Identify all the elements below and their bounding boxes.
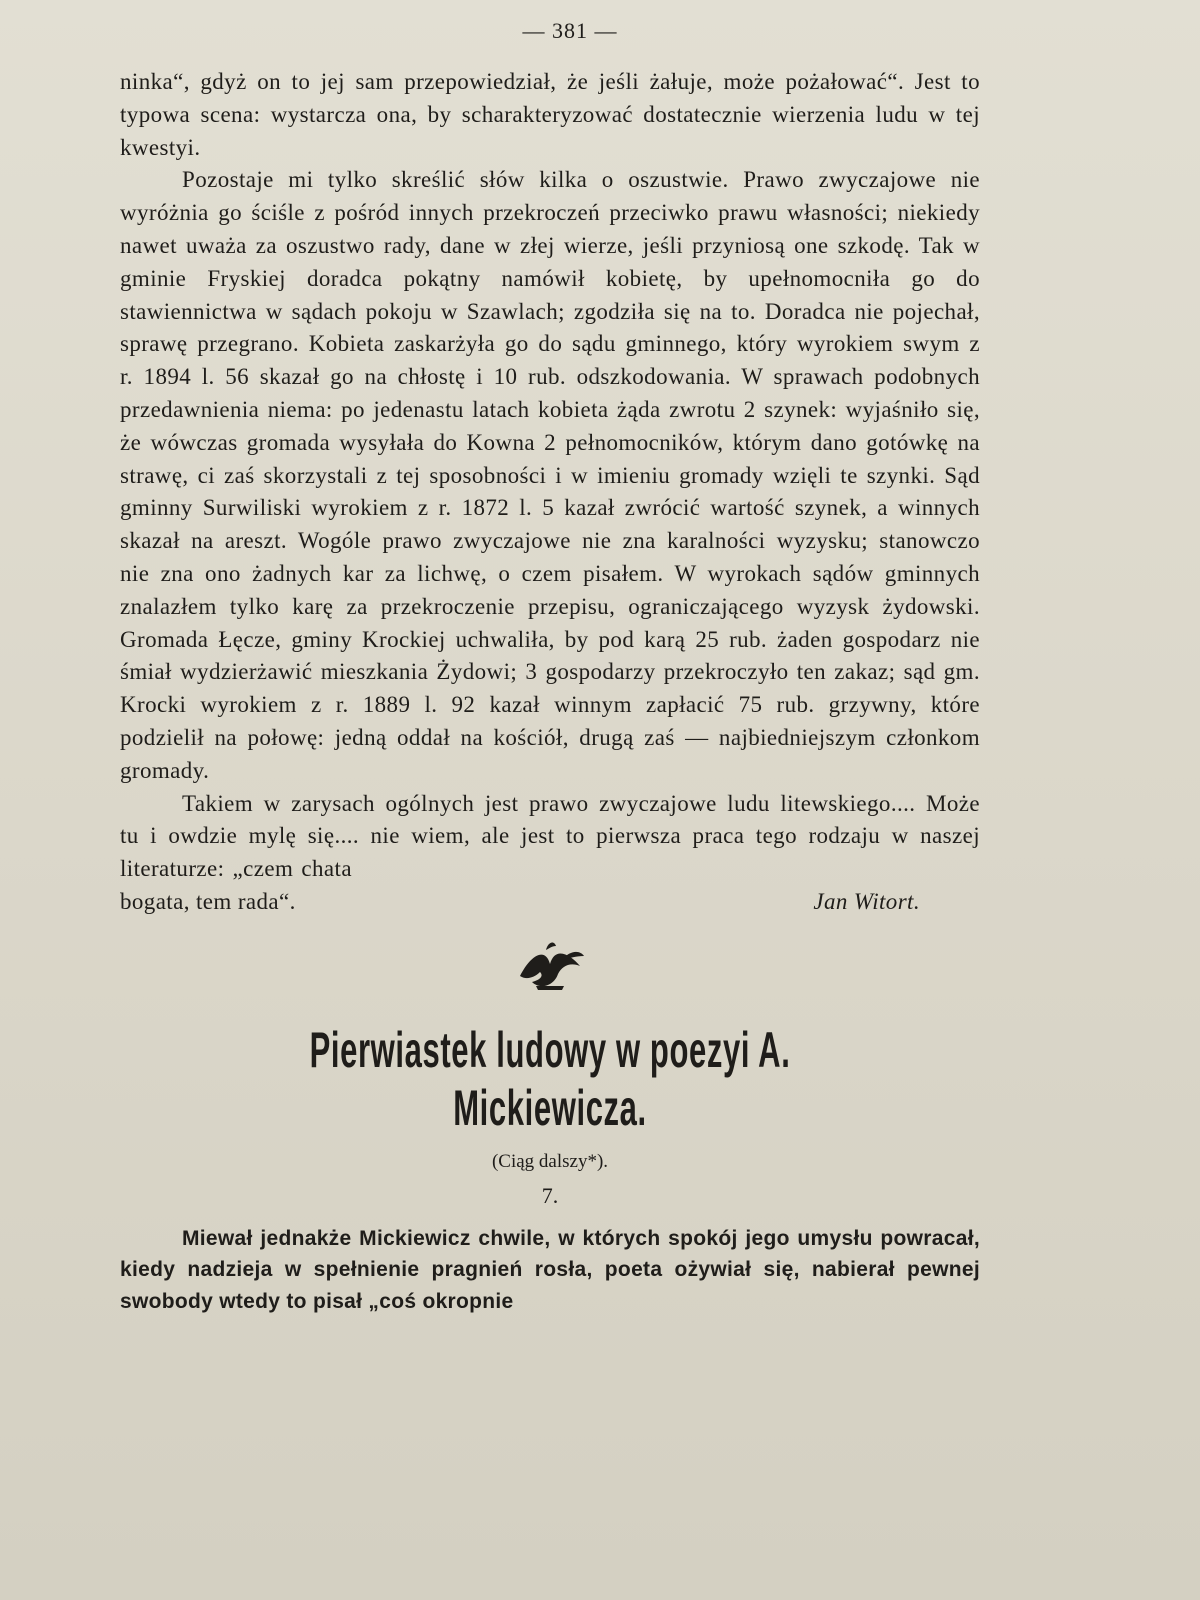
chapter-number: 7.	[541, 1182, 559, 1208]
section-title: Pierwiastek ludowy w poezyi A. Mickiewicza.	[309, 1021, 791, 1136]
author-signature: Jan Witort.	[813, 888, 920, 914]
ornament-icon	[120, 929, 980, 999]
page-number: — 381 —	[522, 18, 618, 43]
article-body	[120, 66, 980, 886]
chapter-paragraph: Miewał jednakże Mickiewicz chwile, w których spokój jego umysłu powracał, kiedy nadzieja w spełnienie pragnień rosła, poeta ożywiał się, nabierał pewnej swobody wtedy to pisał „coś okropnie	[120, 1226, 980, 1313]
closing-line	[120, 886, 980, 919]
continued-note: (Ciąg dalszy*).	[491, 1150, 609, 1172]
paragraph-opening: ninka“, gdyż on to jej sam przepowiedział, że jeśli żałuje, może pożałować“. Jest to typowa scena: wystarcza ona, by scharakteryzować dostatecznie wierzenia ludu w tej kwestyi.	[120, 69, 980, 160]
closing-text: bogata, tem rada“.	[120, 888, 296, 914]
chapter-body	[120, 1223, 980, 1318]
paragraph-fraud: Pozostaje mi tylko skreślić słów kilka o oszustwie. Prawo zwyczajowe nie wyróżnia go ściśle z pośród innych przekroczeń przeciwko prawu własności; niekiedy nawet uważa za oszustwo rady, dane w złej wierze, jeśli przyniosą one szkodę. Tak w gminie Fryskiej doradca pokątny namówił kobietę, by upełnomocniła go do stawiennictwa w sądach pokoju w Szawlach; zgodziła się na to. Doradca nie pojechał, sprawę przegrano. Kobieta zaskarżyła go do sądu gminnego, który wyrokiem swym z r. 1894 l. 56 skazał go na chłostę i 10 rub. odszkodowania. W sprawach podobnych przedawnienia niema: po jedenastu latach kobieta żąda zwrotu 2 szynek: wyjaśniło się, że wówczas gromada wysyłała do Kowna 2 pełnomocników, którym dano gotówkę na strawę, ci zaś skorzystali z tej sposobności i w imieniu gromady wzięli te szynki. Sąd gminny Surwiliski wyrokiem z r. 1872 l. 5 kazał zwrócić wartość szynek, a winnych skazał na areszt. Wogóle prawo zwyczajowe nie zna karalności wyzysku; stanowczo nie zna ono żadnych kar za lichwę, o czem pisałem. W wyrokach sądów gminnych znalazłem tylko karę za przekroczenie przepisu, ograniczającego wyzysk żydowski. Gromada Łęcze, gminy Krockiej uchwaliła, by pod karą 25 rub. żaden gospodarz nie śmiał wydzierżawić mieszkania Żydowi; 3 gospodarzy przekroczyło ten zakaz; sąd gm. Krocki wyrokiem z r. 1889 l. 92 kazał winnym zapłacić 75 rub. grzywny, które podzielił na połowę: jedną oddał na kościół, drugą zaś — najbiedniejszym członkom gromady.	[120, 167, 980, 783]
paragraph-conclusion: Takiem w zarysach ogólnych jest prawo zwyczajowe ludu litewskiego.... Może tu i owdzie mylę się.... nie wiem, ale jest to pierwsza praca tego rodzaju w naszej literaturze: „czem chata	[120, 790, 980, 882]
